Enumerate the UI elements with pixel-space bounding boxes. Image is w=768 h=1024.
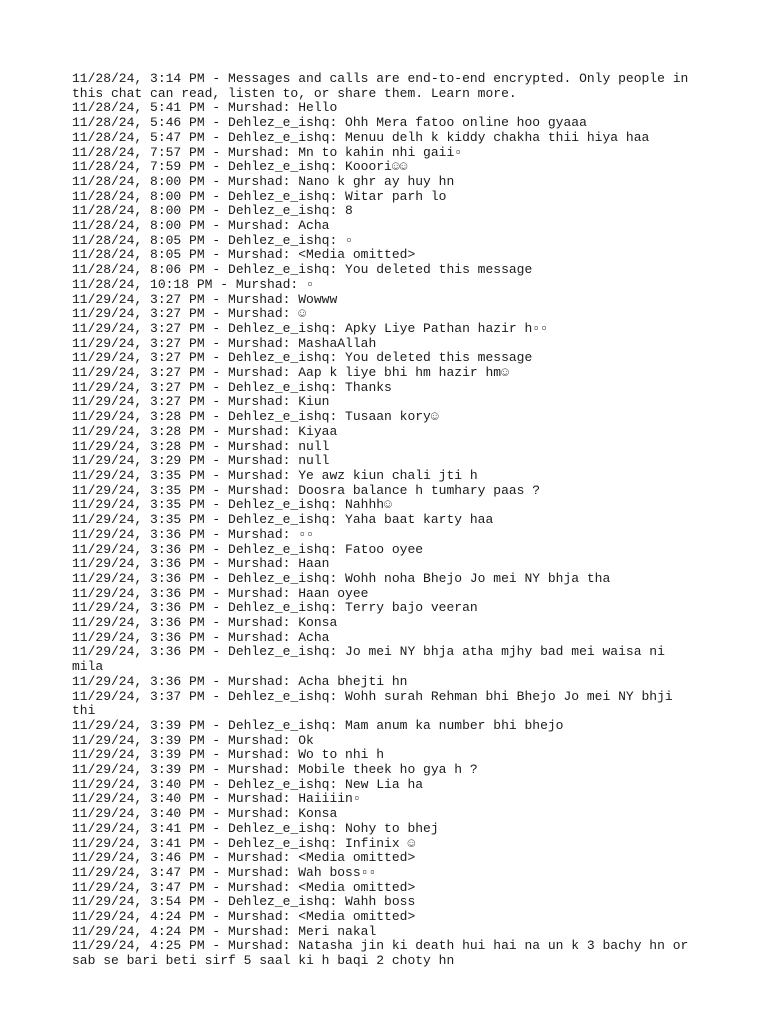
chat-line: 11/28/24, 5:41 PM - Murshad: Hello bbox=[72, 100, 338, 116]
chat-line: 11/29/24, 3:35 PM - Dehlez_e_ishq: Nahhh☺ bbox=[72, 497, 392, 513]
chat-line: 11/28/24, 8:00 PM - Dehlez_e_ishq: 8 bbox=[72, 203, 353, 219]
chat-line: 11/29/24, 3:39 PM - Murshad: Mobile theek ho gya h ? bbox=[72, 762, 478, 778]
chat-line: 11/29/24, 3:27 PM - Murshad: Wowww bbox=[72, 291, 338, 307]
chat-line: 11/29/24, 3:36 PM - Murshad: Haan oyee bbox=[72, 585, 369, 601]
chat-line: 11/29/24, 3:41 PM - Dehlez_e_ishq: Infinix ☺ bbox=[72, 835, 416, 851]
chat-line: 11/29/24, 3:36 PM - Murshad: Acha bhejti hn bbox=[72, 673, 408, 689]
chat-export-document bbox=[72, 72, 702, 969]
chat-line: 11/29/24, 3:39 PM - Dehlez_e_ishq: Mam anum ka number bhi bhejo bbox=[72, 717, 564, 733]
chat-line: 11/29/24, 3:27 PM - Murshad: Aap k liye bhi hm hazir hm☺ bbox=[72, 365, 509, 381]
chat-line: 11/29/24, 3:40 PM - Murshad: Konsa bbox=[72, 806, 338, 822]
chat-line: 11/29/24, 3:27 PM - Dehlez_e_ishq: Thanks bbox=[72, 379, 392, 395]
chat-line: 11/29/24, 3:27 PM - Murshad: ☺ bbox=[72, 306, 307, 322]
chat-line: 11/29/24, 3:36 PM - Dehlez_e_ishq: Terry bajo veeran bbox=[72, 600, 478, 616]
chat-line: 11/29/24, 3:36 PM - Murshad: Acha bbox=[72, 629, 330, 645]
chat-line: 11/29/24, 3:35 PM - Murshad: Doosra balance h tumhary paas ? bbox=[72, 482, 541, 498]
chat-line: 11/29/24, 3:35 PM - Murshad: Ye awz kiun chali jti h bbox=[72, 467, 478, 483]
chat-line: 11/29/24, 3:41 PM - Dehlez_e_ishq: Nohy to bhej bbox=[72, 820, 439, 836]
chat-line: 11/29/24, 4:25 PM - Murshad: Natasha jin ki death hui hai na un k 3 bachy hn or sab se bari beti sirf 5 saal ki h baqi 2 choty hn bbox=[72, 938, 697, 969]
chat-line: 11/29/24, 3:27 PM - Murshad: MashaAllah bbox=[72, 335, 377, 351]
chat-line: 11/29/24, 3:47 PM - Murshad: <Media omitted> bbox=[72, 879, 416, 895]
chat-line: 11/29/24, 3:28 PM - Murshad: null bbox=[72, 438, 330, 454]
chat-line: 11/28/24, 5:47 PM - Dehlez_e_ishq: Menuu delh k kiddy chakha thii hiya haa bbox=[72, 129, 650, 145]
chat-line: 11/28/24, 8:00 PM - Murshad: Acha bbox=[72, 218, 330, 234]
chat-line: 11/29/24, 3:39 PM - Murshad: Wo to nhi h bbox=[72, 747, 385, 763]
chat-line: 11/29/24, 3:47 PM - Murshad: Wah boss▫▫ bbox=[72, 864, 377, 880]
chat-line: 11/29/24, 3:35 PM - Dehlez_e_ishq: Yaha baat karty haa bbox=[72, 512, 494, 528]
chat-line: 11/29/24, 3:46 PM - Murshad: <Media omitted> bbox=[72, 850, 416, 866]
chat-line: 11/29/24, 3:40 PM - Dehlez_e_ishq: New Lia ha bbox=[72, 776, 424, 792]
chat-line: 11/28/24, 3:14 PM - Messages and calls are end-to-end encrypted. Only people in this chat can read, listen to, or share them. Learn more. bbox=[72, 71, 697, 101]
chat-line: 11/29/24, 3:40 PM - Murshad: Haiiiin▫ bbox=[72, 791, 361, 807]
chat-line: 11/28/24, 5:46 PM - Dehlez_e_ishq: Ohh Mera fatoo online hoo gyaaa bbox=[72, 115, 587, 131]
chat-line: 11/28/24, 10:18 PM - Murshad: ▫ bbox=[72, 276, 314, 292]
chat-line: 11/28/24, 8:00 PM - Dehlez_e_ishq: Witar parh lo bbox=[72, 188, 447, 204]
chat-line: 11/28/24, 8:05 PM - Dehlez_e_ishq: ▫ bbox=[72, 232, 353, 248]
chat-line: 11/29/24, 3:29 PM - Murshad: null bbox=[72, 453, 330, 469]
chat-line: 11/29/24, 3:37 PM - Dehlez_e_ishq: Wohh surah Rehman bhi Bhejo Jo mei NY bhji thi bbox=[72, 688, 681, 719]
chat-line: 11/29/24, 3:39 PM - Murshad: Ok bbox=[72, 732, 314, 748]
chat-line: 11/29/24, 3:36 PM - Murshad: Haan bbox=[72, 556, 330, 572]
chat-line: 11/29/24, 3:54 PM - Dehlez_e_ishq: Wahh boss bbox=[72, 894, 416, 910]
chat-line: 11/29/24, 3:36 PM - Dehlez_e_ishq: Jo mei NY bhja atha mjhy bad mei waisa ni mila bbox=[72, 644, 673, 675]
chat-line: 11/29/24, 3:27 PM - Murshad: Kiun bbox=[72, 394, 330, 410]
chat-line: 11/28/24, 7:59 PM - Dehlez_e_ishq: Kooori☺☺ bbox=[72, 159, 408, 175]
chat-line: 11/28/24, 7:57 PM - Murshad: Mn to kahin nhi gaii▫ bbox=[72, 144, 463, 160]
chat-line: 11/29/24, 3:36 PM - Dehlez_e_ishq: Fatoo oyee bbox=[72, 541, 424, 557]
chat-line: 11/29/24, 3:28 PM - Dehlez_e_ishq: Tusaan kory☺ bbox=[72, 409, 439, 425]
chat-line: 11/29/24, 3:36 PM - Murshad: Konsa bbox=[72, 615, 338, 631]
chat-line: 11/28/24, 8:05 PM - Murshad: <Media omitted> bbox=[72, 247, 416, 263]
chat-line: 11/29/24, 3:27 PM - Dehlez_e_ishq: You deleted this message bbox=[72, 350, 533, 366]
chat-line: 11/29/24, 3:36 PM - Dehlez_e_ishq: Wohh noha Bhejo Jo mei NY bhja tha bbox=[72, 570, 611, 586]
chat-line: 11/29/24, 3:28 PM - Murshad: Kiyaa bbox=[72, 423, 338, 439]
chat-line: 11/29/24, 4:24 PM - Murshad: <Media omitted> bbox=[72, 909, 416, 925]
chat-line: 11/29/24, 3:27 PM - Dehlez_e_ishq: Apky Liye Pathan hazir h▫▫ bbox=[72, 320, 548, 336]
chat-line: 11/29/24, 3:36 PM - Murshad: ▫▫ bbox=[72, 526, 314, 542]
chat-line: 11/28/24, 8:06 PM - Dehlez_e_ishq: You deleted this message bbox=[72, 262, 533, 278]
chat-line: 11/29/24, 4:24 PM - Murshad: Meri nakal bbox=[72, 923, 377, 939]
chat-line: 11/28/24, 8:00 PM - Murshad: Nano k ghr ay huy hn bbox=[72, 173, 455, 189]
